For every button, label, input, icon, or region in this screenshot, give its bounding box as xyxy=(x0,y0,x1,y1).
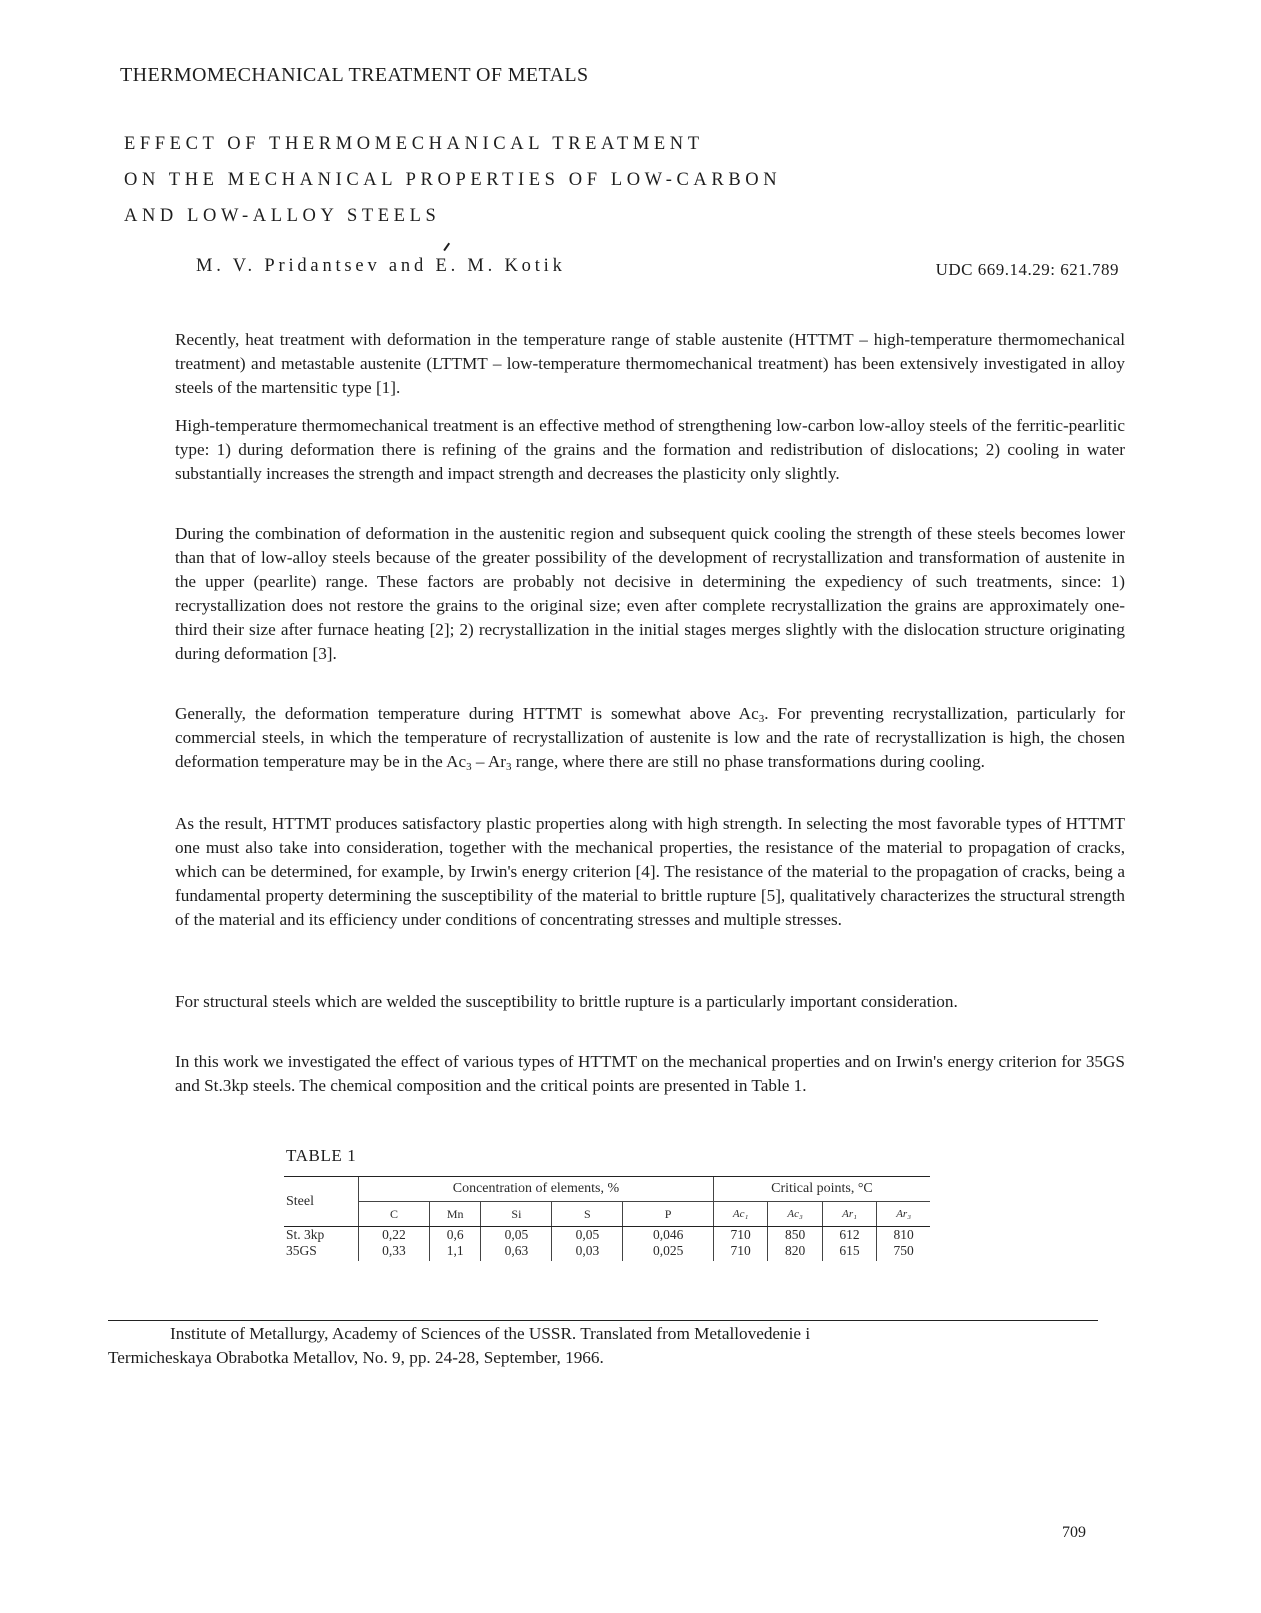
table-row: 35GS 0,33 1,1 0,63 0,03 0,025 710 820 615 750 xyxy=(284,1243,930,1261)
paragraph-3: During the combination of deformation in the austenitic region and subsequent quick cooling the strength of these steels becomes lower than that of low-alloy steels because of the greater possibility of the development of recrystallization and transformation of austenite in the upper (pearlite) range. These factors are probably not decisive in determining the expediency of such treatments, since: 1) recrystallization does not restore the grains to the original size; even after complete recrystallization the grains are approximately one-third their size after furnace heating [2]; 2) recrystallization in the initial stages merges slightly with the dislocation structure originating during deformation [3]. xyxy=(175,524,1125,663)
footnote-line-1: Institute of Metallurgy, Academy of Sciences of the USSR. Translated from Metallovedenie i xyxy=(170,1324,811,1343)
table-col-c: C xyxy=(359,1202,430,1227)
paragraph-4: Generally, the deformation temperature during HTTMT is somewhat above $Ac_3$. For preventing recrystallization, particularly for commercial steels, in which the temperature of recrystallization of austenite is low and the rate of recrystallization is high, the chosen deformation temperature may be in the $Ac_3 - Ar_3$ range, where there are still no phase transformations during cooling. xyxy=(175,704,1125,773)
footnote-line-2: Termicheskaya Obrabotka Metallov, No. 9, pp. 24-28, September, 1966. xyxy=(108,1348,604,1367)
subscript: 3 xyxy=(506,761,512,773)
paragraph-6: For structural steels which are welded the susceptibility to brittle rupture is a particularly important consideration. xyxy=(175,992,958,1011)
article-title-line-3: AND LOW-ALLOY STEELS xyxy=(124,206,441,226)
subscript: 3 xyxy=(466,761,472,773)
table-col-ar1: Ar₁ xyxy=(822,1202,876,1227)
table-col-si: Si xyxy=(481,1202,552,1227)
table-caption: TABLE 1 xyxy=(286,1146,357,1165)
table-col-ar3: Ar₃ xyxy=(877,1202,930,1227)
authors xyxy=(196,256,566,277)
table-row: St. 3kp 0,22 0,6 0,05 0,05 0,046 710 850 612 810 xyxy=(284,1227,930,1244)
authors-part-1: M. V. Pridantsev and xyxy=(196,256,436,276)
table-col-ac1: Ac₁ xyxy=(713,1202,767,1227)
article-title-line-2: ON THE MECHANICAL PROPERTIES OF LOW-CARBON xyxy=(124,170,782,190)
composition-table xyxy=(284,1176,930,1261)
table-header-steel: Steel xyxy=(284,1177,359,1227)
section-heading: THERMOMECHANICAL TREATMENT OF METALS xyxy=(120,64,589,86)
paragraph-1: Recently, heat treatment with deformation in the temperature range of stable austenite (HTTMT – high-temperature thermomechanical treatment) and metastable austenite (LTTMT – low-temperature thermomechanical treatment) has been extensively investigated in alloy steels of the martensitic type [1]. xyxy=(175,330,1125,397)
table-col-ac3: Ac₃ xyxy=(768,1202,822,1227)
udc-code: UDC 669.14.29: 621.789 xyxy=(935,260,1119,279)
article-title-line-1: EFFECT OF THERMOMECHANICAL TREATMENT xyxy=(124,134,704,154)
paragraph-2: High-temperature thermomechanical treatment is an effective method of strengthening low-carbon low-alloy steels of the ferritic-pearlitic type: 1) during deformation there is refining of the grains and the formation and redistribution of dislocations; 2) cooling in water substantially increases the strength and impact strength and decreases the plasticity only slightly. xyxy=(175,416,1125,483)
table-header-critical-points: Critical points, °C xyxy=(713,1177,930,1202)
table-col-s: S xyxy=(552,1202,623,1227)
paragraph-5: As the result, HTTMT produces satisfactory plastic properties along with high strength. In selecting the most favorable types of HTTMT one must also take into consideration, together with the mechanical properties, the resistance of the material to propagation of cracks, which can be determined, for example, by Irwin's energy criterion [4]. The resistance of the material to the propagation of cracks, being a fundamental property determining the susceptibility of the material to brittle rupture [5], qualitatively characterizes the structural strength of the material and its efficiency under conditions of concentrating stresses and multiple stresses. xyxy=(175,814,1125,929)
table-col-p: P xyxy=(623,1202,714,1227)
authors-accented-initial: E xyxy=(435,256,451,276)
authors-part-2: . M. Kotik xyxy=(450,256,566,276)
page-number: 709 xyxy=(1062,1524,1086,1541)
subscript: 3 xyxy=(758,713,765,725)
table-col-mn: Mn xyxy=(429,1202,481,1227)
table-header-concentration: Concentration of elements, % xyxy=(359,1177,714,1202)
paragraph-7: In this work we investigated the effect of various types of HTTMT on the mechanical properties and on Irwin's energy criterion for 35GS and St.3kp steels. The chemical composition and the critical points are presented in Table 1. xyxy=(175,1052,1125,1095)
